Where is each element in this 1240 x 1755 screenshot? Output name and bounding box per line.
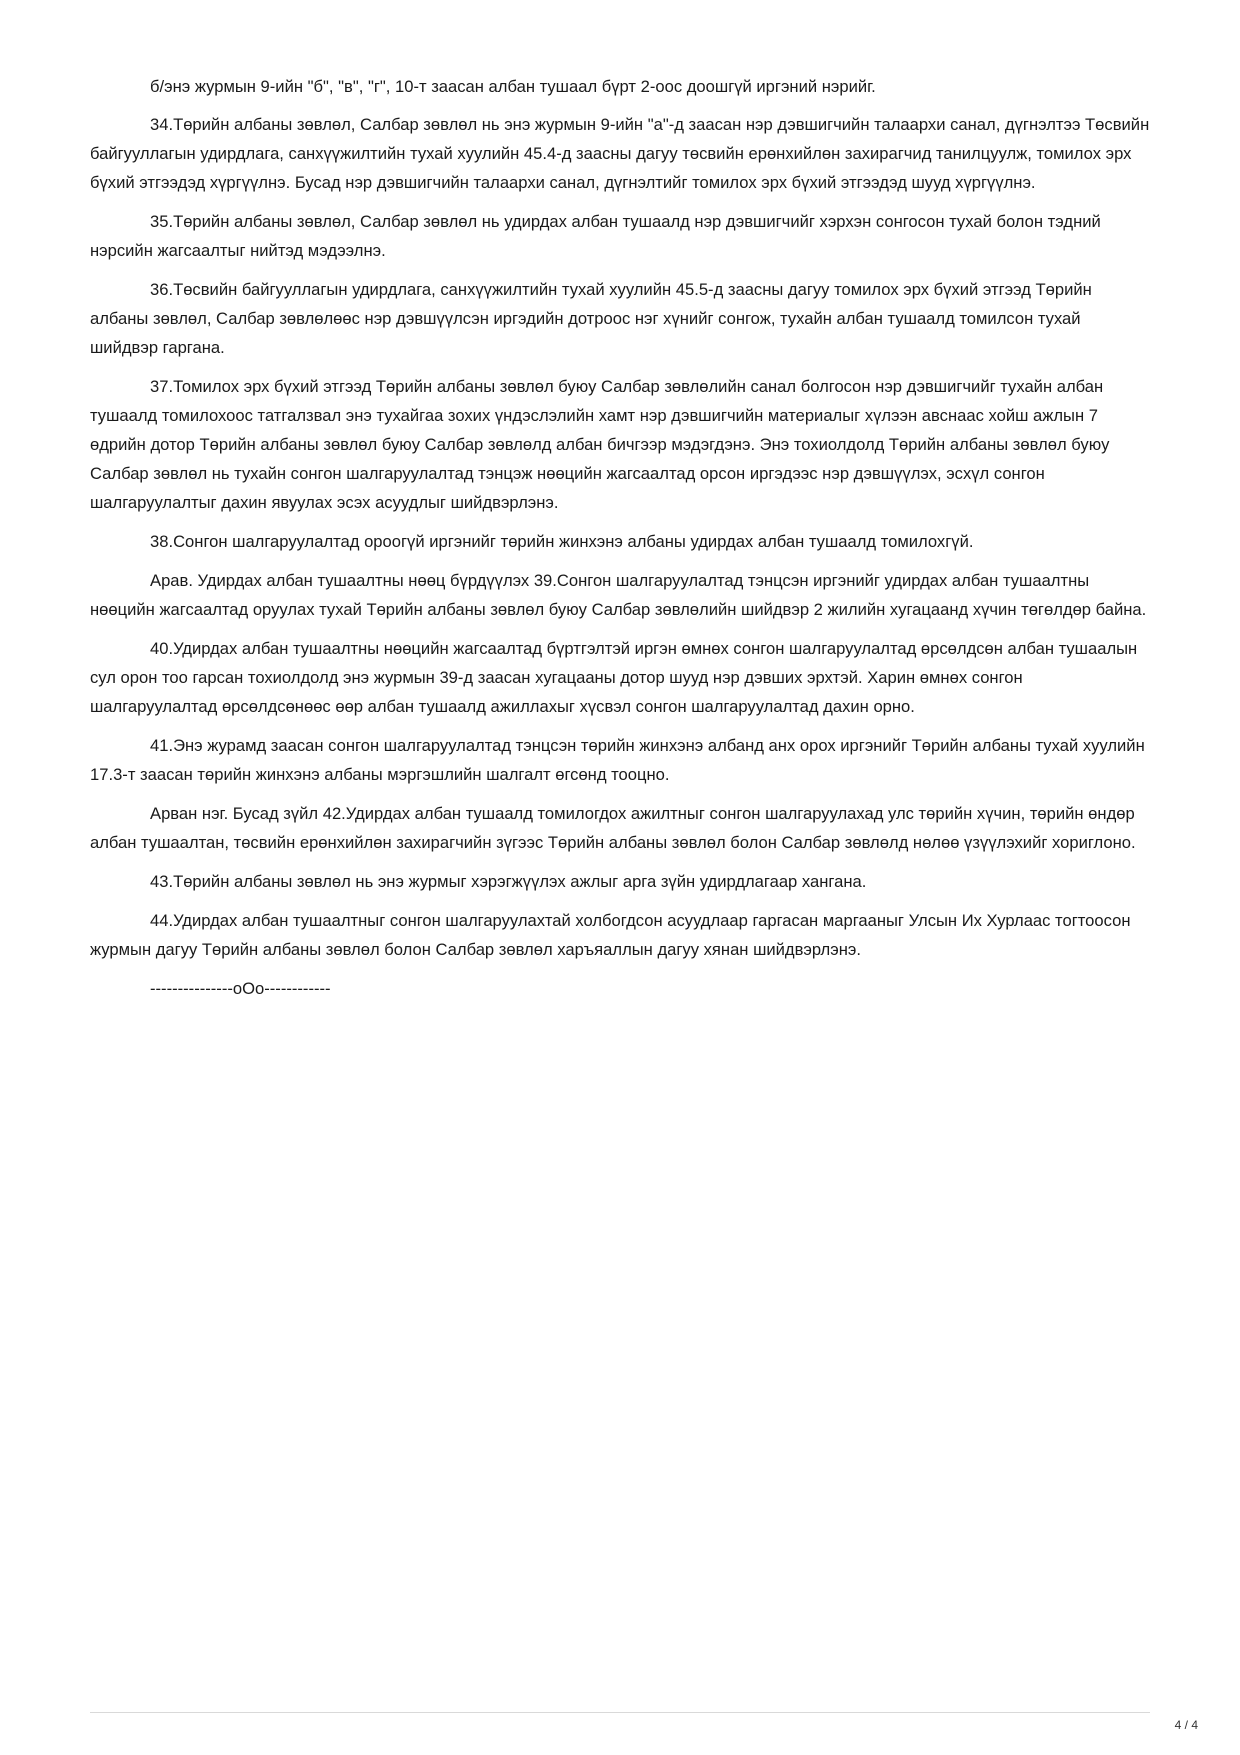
paragraph-35: 35.Төрийн албаны зөвлөл, Салбар зөвлөл нь удирдах албан тушаалд нэр дэвшигчийг хэрхэн сонгосон тухай болон тэдний нэрсийн жагсаалтыг нийтэд мэдээлнэ. [90,212,1101,260]
end-separator: ---------------оОо------------ [150,979,331,998]
paragraph-41: 41.Энэ журамд заасан сонгон шалгаруулалтад тэнцсэн төрийн жинхэнэ албанд анх орох иргэнийг Төрийн албаны тухай хуулийн 17.3-т заасан төрийн жинхэнэ албаны мэргэшлийн шалгалт өгсөнд тооцно. [90,736,1145,784]
paragraph-42: Арван нэг. Бусад зүйл 42.Удирдах албан тушаалд томилогдох ажилтныг сонгон шалгаруулахад улс төрийн хүчин, төрийн өндөр албан тушаалтан, төсвийн ерөнхийлөн захирагчийн зүгээс Төрийн албаны зөвлөл болон Салбар зөвлөлд нөлөө үзүүлэхийг хориглоно. [90,804,1136,852]
paragraph-44: 44.Удирдах албан тушаалтныг сонгон шалгаруулахтай холбогдсон асуудлаар гаргасан маргааныг Улсын Их Хурлаас тогтоосон журмын дагуу Төрийн албаны зөвлөл болон Салбар зөвлөл харъяаллын дагуу хянан шийдвэрлэнэ. [90,911,1131,959]
paragraph-clause-b: б/энэ журмын 9-ийн "б", "в", "г", 10-т заасан албан тушаал бүрт 2-оос доошгүй иргэний нэрийг. [150,77,876,96]
paragraph-38: 38.Сонгон шалгаруулалтад ороогүй иргэнийг төрийн жинхэнэ албаны удирдах албан тушаалд томилохгүй. [150,532,974,551]
footer-divider [90,1712,1150,1713]
paragraph-37: 37.Томилох эрх бүхий этгээд Төрийн албаны зөвлөл буюу Салбар зөвлөлийн санал болгосон нэр дэвшигчийг тухайн албан тушаалд томилохоос татгалзвал энэ тухайгаа зохих үндэслэлийн хамт нэр дэвшигчийн материалыг хүлээн авснаас хойш ажлын 7 өдрийн дотор Төрийн албаны зөвлөл буюу Салбар зөвлөлд албан бичгээр мэдэгдэнэ. Энэ тохиолдолд Төрийн албаны зөвлөл буюу Салбар зөвлөл нь тухайн сонгон шалгаруулалтад тэнцэж нөөцийн жагсаалтад орсон иргэдээс нэр дэвшүүлэх, эсхүл сонгон шалгаруулалтыг дахин явуулах эсэх асуудлыг шийдвэрлэнэ. [90,377,1110,512]
page-number: 4 / 4 [1174,1718,1198,1732]
paragraph-40: 40.Удирдах албан тушаалтны нөөцийн жагсаалтад бүртгэлтэй иргэн өмнөх сонгон шалгаруулалтад өрсөлдсөн албан тушаалын сул орон тоо гарсан тохиолдолд энэ журмын 39-д заасан хугацааны дотор шууд нэр дэвших эрхтэй. Харин өмнөх сонгон шалгаруулалтад өрсөлдсөнөөс өөр албан тушаалд ажиллахыг хүсвэл сонгон шалгаруулалтад дахин орно. [90,639,1138,716]
paragraph-34: 34.Төрийн албаны зөвлөл, Салбар зөвлөл нь энэ журмын 9-ийн "а"-д заасан нэр дэвшигчийн талаархи санал, дүгнэлтээ Төсвийн байгууллагын удирдлага, санхүүжилтийн тухай хуулийн 45.4-д заасны дагуу төсвийн ерөнхийлөн захирагчид танилцуулж, томилох эрх бүхий этгээдэд хүргүүлнэ. Бусад нэр дэвшигчийн талаархи санал, дүгнэлтийг томилох эрх бүхий этгээдэд шууд хүргүүлнэ. [90,115,1150,192]
document-body [90,72,1150,1003]
paragraph-43: 43.Төрийн албаны зөвлөл нь энэ журмыг хэрэгжүүлэх ажлыг арга зүйн удирдлагаар хангана. [150,872,867,891]
paragraph-36: 36.Төсвийн байгууллагын удирдлага, санхүүжилтийн тухай хуулийн 45.5-д заасны дагуу томилох эрх бүхий этгээд Төрийн албаны зөвлөл, Салбар зөвлөлөөс нэр дэвшүүлсэн иргэдийн дотроос нэг хүнийг сонгож, тухайн албан тушаалд томилсон тухай шийдвэр гаргана. [90,280,1092,357]
paragraph-39: Арав. Удирдах албан тушаалтны нөөц бүрдүүлэх 39.Сонгон шалгаруулалтад тэнцсэн иргэнийг удирдах албан тушаалтны нөөцийн жагсаалтад оруулах тухай Төрийн албаны зөвлөл буюу Салбар зөвлөлийн шийдвэр 2 жилийн хугацаанд хүчин төгөлдөр байна. [90,571,1147,619]
